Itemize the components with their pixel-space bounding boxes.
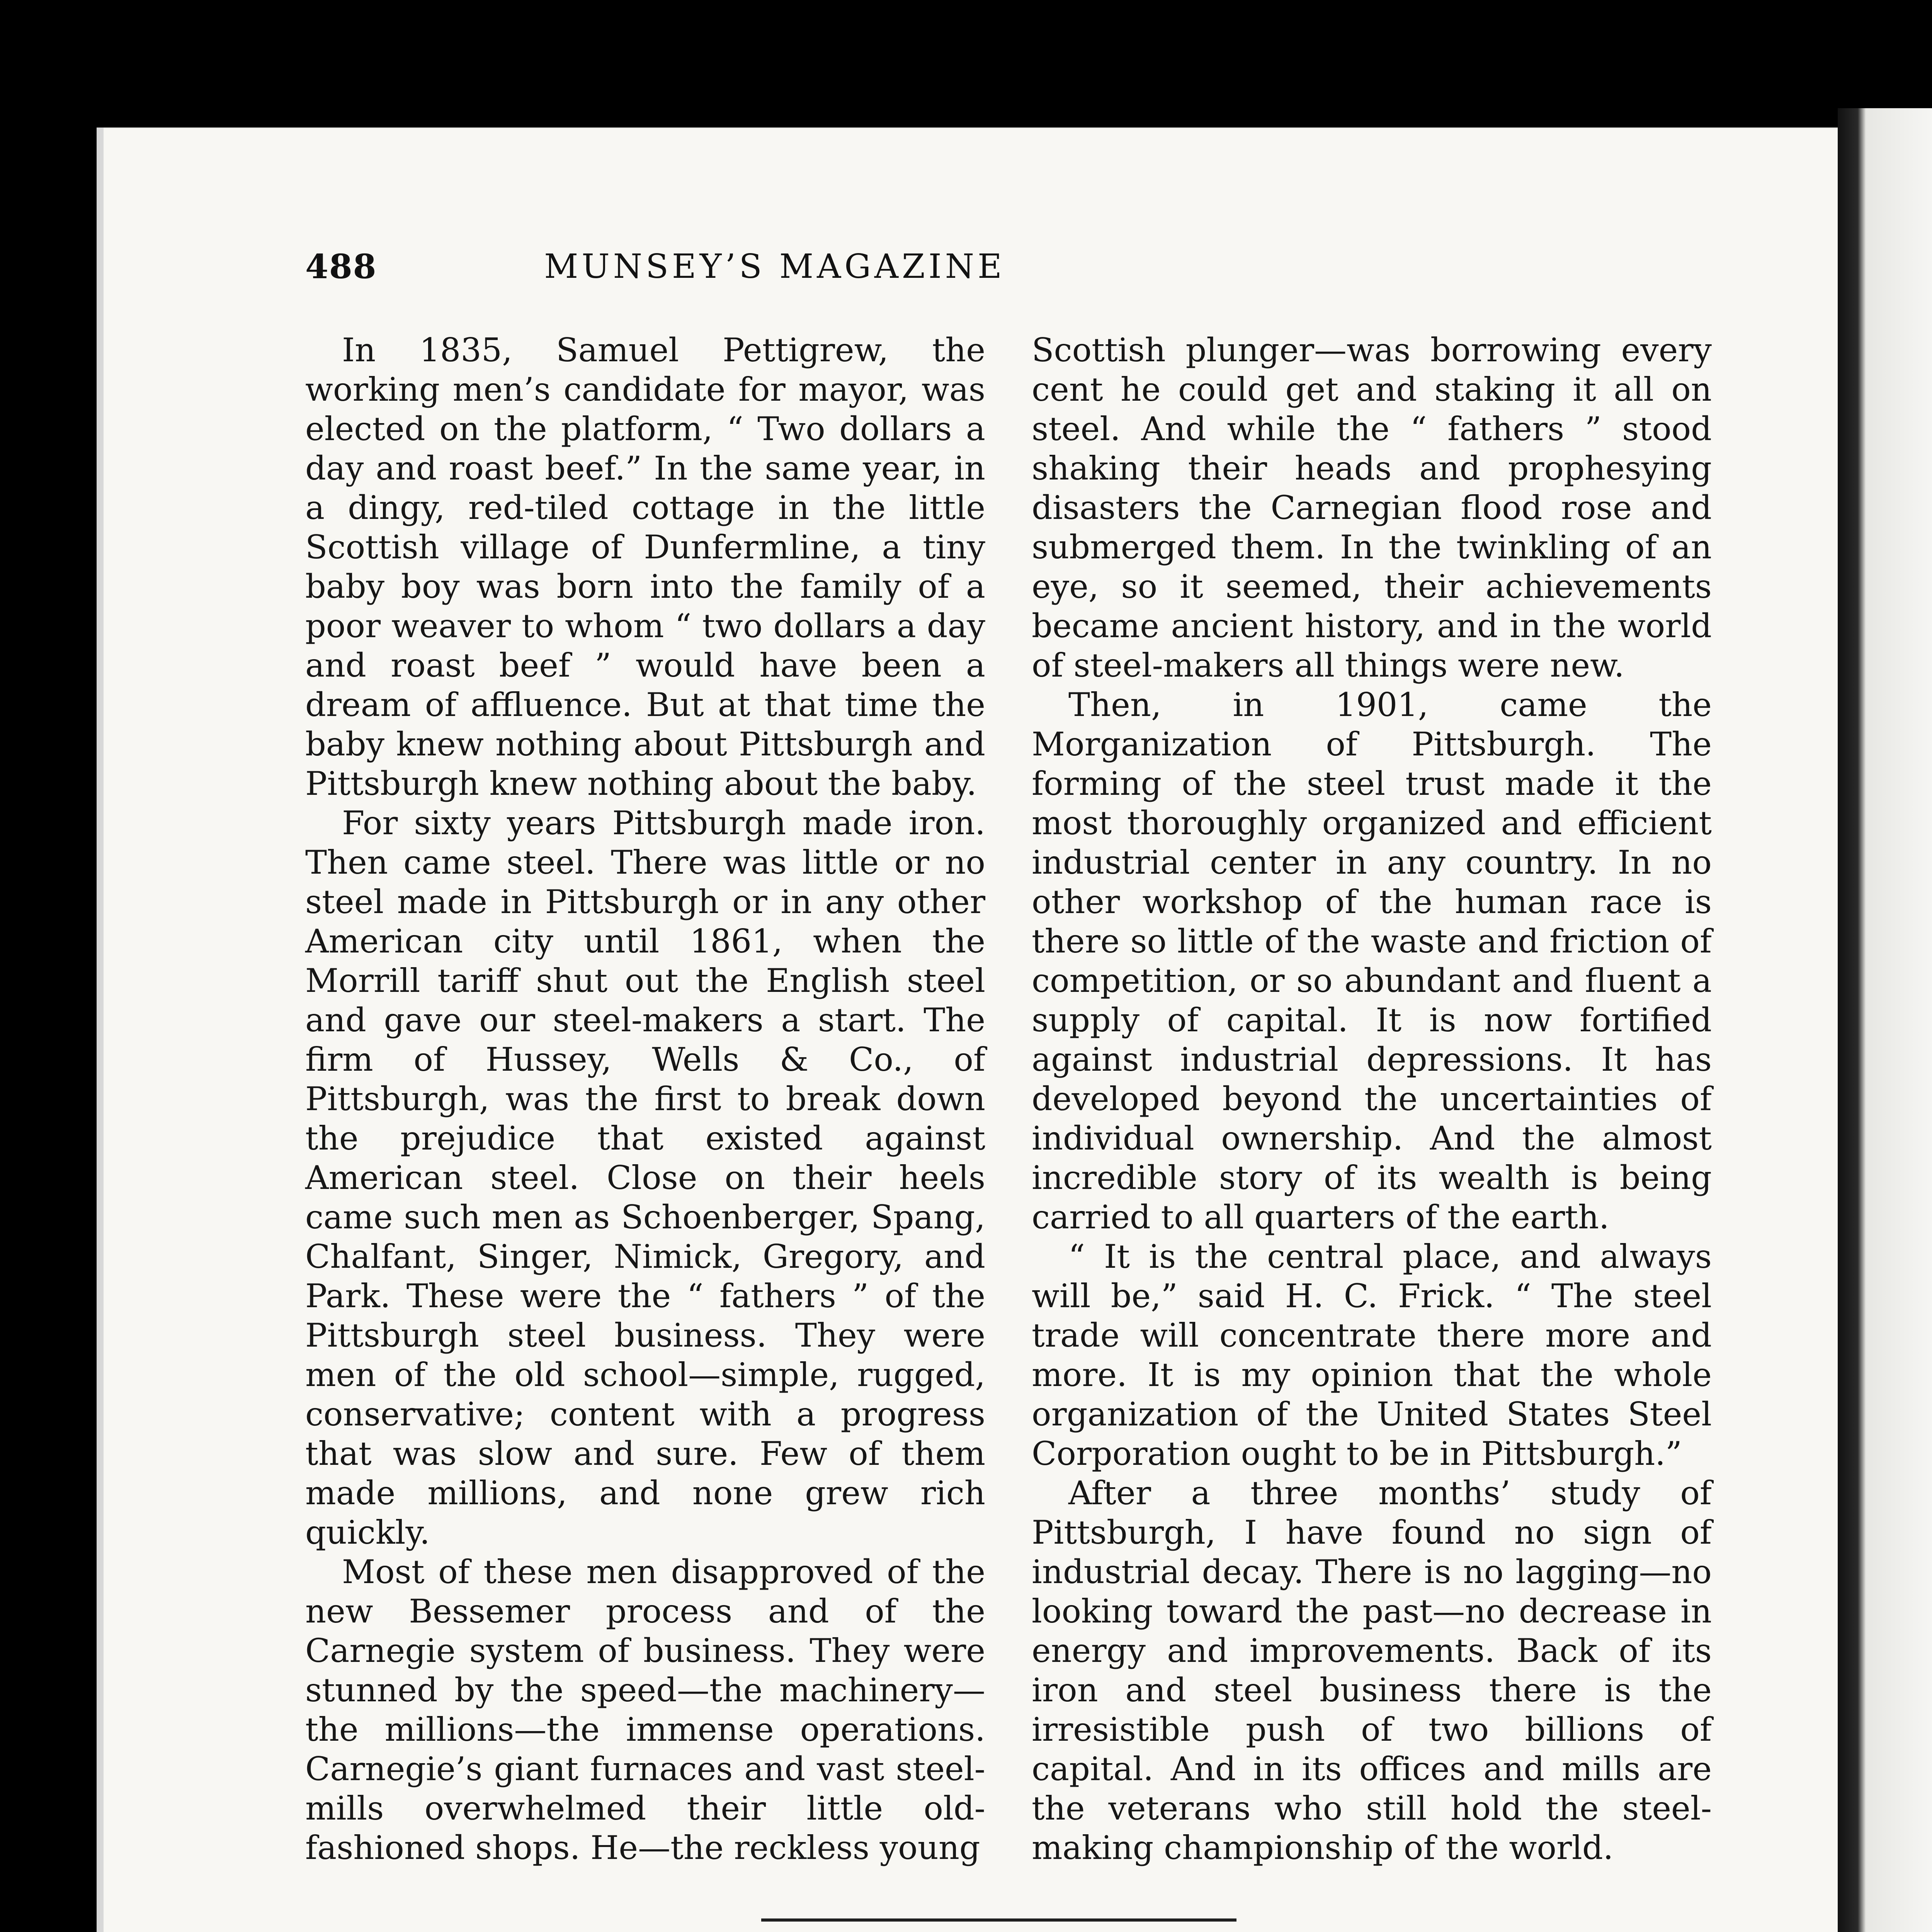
magazine-title: MUNSEY’S MAGAZINE [544, 247, 1005, 286]
article-body [305, 330, 1712, 1876]
next-page-edge [1838, 108, 1932, 1932]
article-paragraph: Most of these men disapproved of the new Bessemer process and of the Carnegie system of business. They were stunned by the speed—the machinery—the millions—the immense operations. Carnegie’s giant furnaces and vast steel-mills overwhelmed their little old-fashioned shops. He—the reckless young [305, 1553, 985, 1867]
page-header [305, 247, 1244, 290]
article-paragraph: For sixty years Pittsburgh made iron. Then came steel. There was little or no steel made in Pittsburgh or in any other American city until 1861, when the Morrill tariff shut out the English steel and gave our steel-makers a start. The firm of Hussey, Wells & Co., of Pittsburgh, was the first to break down the prejudice that existed against American steel. Close on their heels came such men as Schoenberger, Spang, Chalfant, Singer, Nimick, Gregory, and Park. These were the “ fathers ” of the Pittsburgh steel business. They were men of the old school—simple, rugged, conservative; content with a progress that was slow and sure. Few of them made millions, and none grew rich quickly. [305, 804, 985, 1551]
article-paragraph: Then, in 1901, came the Morganization of Pittsburgh. The forming of the steel trust made it the most thoroughly organized and efficient industrial center in any country. In no other workshop of the human race is there so little of the waste and friction of competition, or so abundant and fluent a supply of capital. It is now fortified against industrial depressions. It has developed beyond the uncertainties of individual ownership. And the almost incredible story of its wealth is being carried to all quarters of the earth. [1032, 686, 1712, 1236]
page-spine-edge [97, 128, 104, 1932]
article-paragraph: “ It is the central place, and always will be,” said H. C. Frick. “ The steel trade will concentrate there more and more. It is my opinion that the whole organization of the United States Steel Corporation ought to be in Pittsburgh.” [1032, 1238, 1712, 1473]
article-paragraph: In 1835, Samuel Pettigrew, the working men’s candidate for mayor, was elected on the platform, “ Two dollars a day and roast beef.” In the same year, in a dingy, red-tiled cottage in the little Scottish village of Dunfermline, a tiny baby boy was born into the family of a poor weaver to whom “ two dollars a day and roast beef ” would have been a dream of affluence. But at that time the baby knew nothing about Pittsburgh and Pittsburgh knew nothing about the baby. [305, 331, 985, 803]
page-number: 488 [305, 247, 377, 286]
article-paragraph-continuation: Scottish plunger—was borrowing every cent he could get and staking it all on steel. And while the “ fathers ” stood shaking their heads and prophesying disasters the Carnegian flood rose and submerged them. In the twinkling of an eye, so it seemed, their achievements became ancient history, and in the world of steel-makers all things were new. [1032, 331, 1712, 684]
article-paragraph: After a three months’ study of Pittsburgh, I have found no sign of industrial decay. There is no lagging—no looking toward the past—no decrease in energy and improvements. Back of its iron and steel business there is the irresistible push of two billions of capital. And in its offices and mills are the veterans who still hold the steel-making championship of the world. [1032, 1474, 1712, 1867]
left-article-column [305, 330, 985, 1876]
right-article-column [1032, 330, 1712, 1876]
section-divider [761, 1918, 1236, 1922]
